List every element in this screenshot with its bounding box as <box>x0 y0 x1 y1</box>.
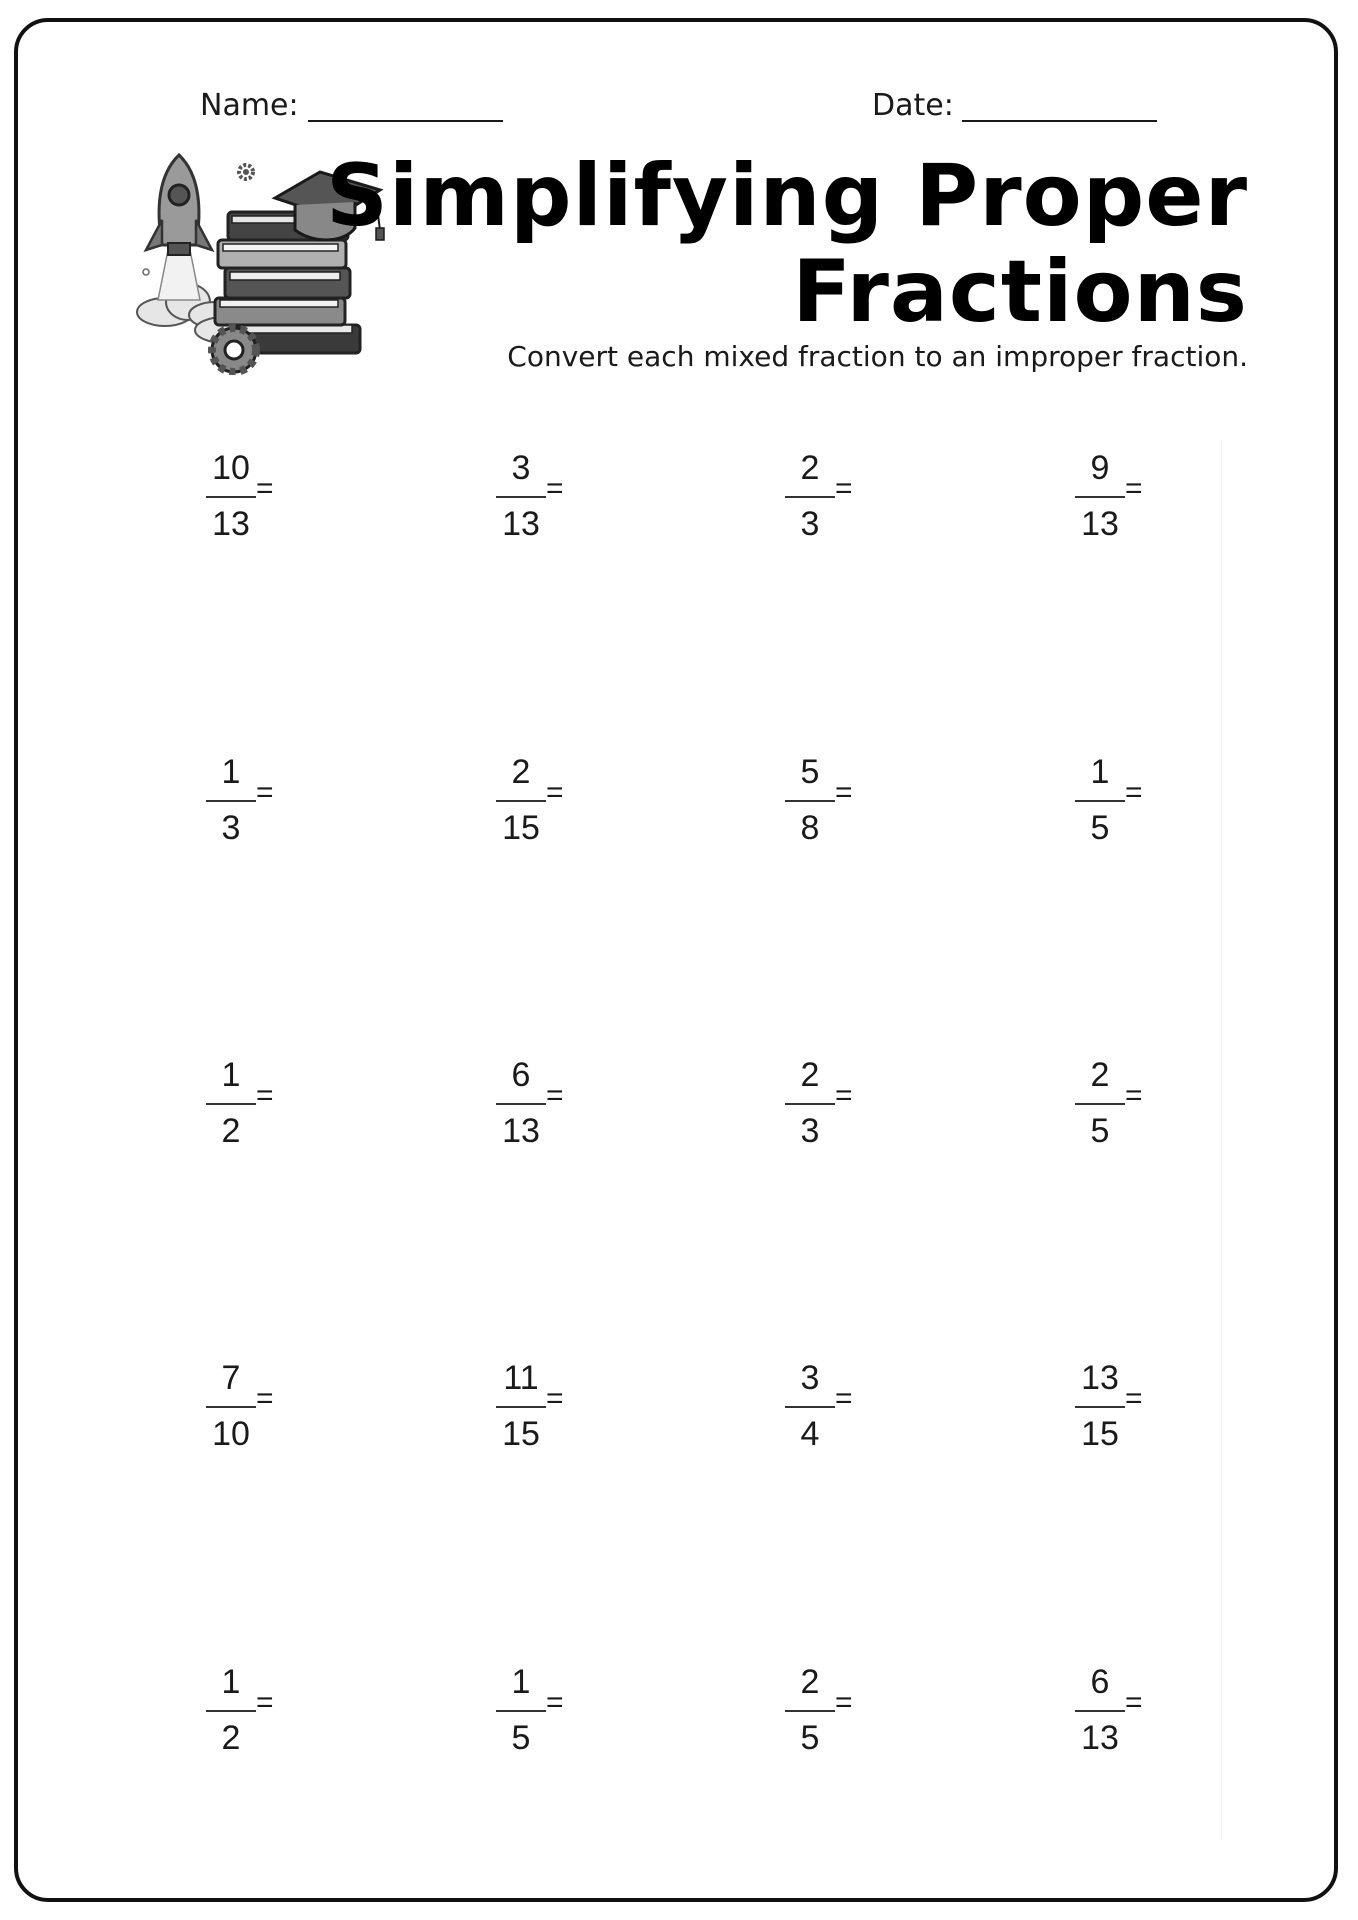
fraction-bar <box>496 1103 546 1105</box>
numerator: 3 <box>800 1359 820 1397</box>
numerator: 10 <box>212 449 250 487</box>
fraction <box>1075 1662 1125 1758</box>
numerator: 1 <box>1090 753 1110 791</box>
problem-17[interactable] <box>206 1662 316 1762</box>
denominator: 15 <box>502 809 540 847</box>
title-line-1: Simplifying Proper <box>325 146 1248 246</box>
equals-sign: = <box>546 1079 564 1112</box>
problem-11[interactable] <box>785 1055 895 1155</box>
equals-sign: = <box>546 472 564 505</box>
equals-sign: = <box>546 1686 564 1719</box>
denominator: 5 <box>800 1719 820 1757</box>
problem-2[interactable] <box>496 448 606 548</box>
equals-sign: = <box>835 1686 853 1719</box>
equals-sign: = <box>1125 1686 1143 1719</box>
fraction <box>1075 752 1125 848</box>
numerator: 2 <box>800 1663 820 1701</box>
instructions: Convert each mixed fraction to an improper fraction. <box>507 340 1248 373</box>
problem-14[interactable] <box>496 1358 606 1458</box>
fraction-bar <box>206 800 256 802</box>
equals-sign: = <box>546 776 564 809</box>
denominator: 5 <box>511 1719 531 1757</box>
problem-10[interactable] <box>496 1055 606 1155</box>
numerator: 2 <box>511 753 531 791</box>
problem-8[interactable] <box>1075 752 1185 852</box>
denominator: 4 <box>800 1415 820 1453</box>
problem-5[interactable] <box>206 752 316 852</box>
equals-sign: = <box>256 1686 274 1719</box>
denominator: 8 <box>800 809 820 847</box>
fraction-bar <box>785 800 835 802</box>
denominator: 2 <box>221 1719 241 1757</box>
problem-13[interactable] <box>206 1358 316 1458</box>
denominator: 13 <box>1081 505 1119 543</box>
fraction-bar <box>1075 1710 1125 1712</box>
denominator: 13 <box>502 1112 540 1150</box>
fraction-bar <box>496 496 546 498</box>
fraction <box>785 1662 835 1758</box>
fraction-bar <box>496 800 546 802</box>
fraction <box>785 752 835 848</box>
fraction <box>496 752 546 848</box>
fraction <box>206 1662 256 1758</box>
denominator: 5 <box>1090 1112 1110 1150</box>
problem-9[interactable] <box>206 1055 316 1155</box>
fraction-bar <box>1075 1406 1125 1408</box>
fraction-bar <box>496 1406 546 1408</box>
equals-sign: = <box>835 776 853 809</box>
fraction <box>496 448 546 544</box>
problem-16[interactable] <box>1075 1358 1185 1458</box>
fraction <box>206 1358 256 1454</box>
fraction-bar <box>206 1103 256 1105</box>
numerator: 2 <box>800 1056 820 1094</box>
fraction <box>1075 448 1125 544</box>
fraction <box>1075 1055 1125 1151</box>
equals-sign: = <box>256 472 274 505</box>
equals-sign: = <box>835 1382 853 1415</box>
numerator: 1 <box>221 1663 241 1701</box>
problem-15[interactable] <box>785 1358 895 1458</box>
problem-20[interactable] <box>1075 1662 1185 1762</box>
denominator: 5 <box>1090 809 1110 847</box>
name-label: Name: <box>200 88 299 123</box>
fraction-bar <box>1075 800 1125 802</box>
date-field[interactable] <box>962 120 1157 122</box>
denominator: 3 <box>221 809 241 847</box>
fraction <box>785 448 835 544</box>
numerator: 1 <box>511 1663 531 1701</box>
fraction <box>496 1358 546 1454</box>
fraction <box>496 1055 546 1151</box>
problem-6[interactable] <box>496 752 606 852</box>
denominator: 10 <box>212 1415 250 1453</box>
numerator: 6 <box>1090 1663 1110 1701</box>
numerator: 7 <box>221 1359 241 1397</box>
fraction <box>785 1055 835 1151</box>
fraction <box>496 1662 546 1758</box>
problem-4[interactable] <box>1075 448 1185 548</box>
numerator: 5 <box>800 753 820 791</box>
equals-sign: = <box>1125 1382 1143 1415</box>
equals-sign: = <box>1125 1079 1143 1112</box>
fraction-bar <box>496 1710 546 1712</box>
numerator: 6 <box>511 1056 531 1094</box>
numerator: 9 <box>1090 449 1110 487</box>
name-field[interactable] <box>308 120 503 122</box>
numerator: 1 <box>221 753 241 791</box>
worksheet-title <box>326 148 1248 340</box>
fraction-bar <box>785 1103 835 1105</box>
numerator: 3 <box>511 449 531 487</box>
denominator: 13 <box>502 505 540 543</box>
denominator: 13 <box>212 505 250 543</box>
problem-19[interactable] <box>785 1662 895 1762</box>
fraction-bar <box>785 1710 835 1712</box>
denominator: 15 <box>502 1415 540 1453</box>
equals-sign: = <box>1125 472 1143 505</box>
fraction <box>206 1055 256 1151</box>
equals-sign: = <box>256 1079 274 1112</box>
equals-sign: = <box>256 1382 274 1415</box>
denominator: 2 <box>221 1112 241 1150</box>
equals-sign: = <box>256 776 274 809</box>
numerator: 2 <box>1090 1056 1110 1094</box>
divider <box>1221 440 1222 1840</box>
fraction-bar <box>1075 1103 1125 1105</box>
problem-1[interactable] <box>206 448 316 548</box>
fraction <box>785 1358 835 1454</box>
problem-12[interactable] <box>1075 1055 1185 1155</box>
equals-sign: = <box>546 1382 564 1415</box>
title-line-2: Fractions <box>792 242 1248 342</box>
fraction-bar <box>785 496 835 498</box>
numerator: 13 <box>1081 1359 1119 1397</box>
numerator: 11 <box>503 1359 539 1397</box>
numerator: 2 <box>800 449 820 487</box>
fraction-bar <box>1075 496 1125 498</box>
fraction <box>206 448 256 544</box>
fraction <box>1075 1358 1125 1454</box>
numerator: 1 <box>221 1056 241 1094</box>
fraction-bar <box>206 1406 256 1408</box>
equals-sign: = <box>835 472 853 505</box>
fraction-bar <box>206 1710 256 1712</box>
equals-sign: = <box>1125 776 1143 809</box>
fraction-bar <box>785 1406 835 1408</box>
problem-18[interactable] <box>496 1662 606 1762</box>
problem-7[interactable] <box>785 752 895 852</box>
fraction-bar <box>206 496 256 498</box>
fraction <box>206 752 256 848</box>
denominator: 3 <box>800 505 820 543</box>
denominator: 15 <box>1081 1415 1119 1453</box>
date-label: Date: <box>872 88 954 123</box>
denominator: 13 <box>1081 1719 1119 1757</box>
equals-sign: = <box>835 1079 853 1112</box>
problem-3[interactable] <box>785 448 895 548</box>
denominator: 3 <box>800 1112 820 1150</box>
